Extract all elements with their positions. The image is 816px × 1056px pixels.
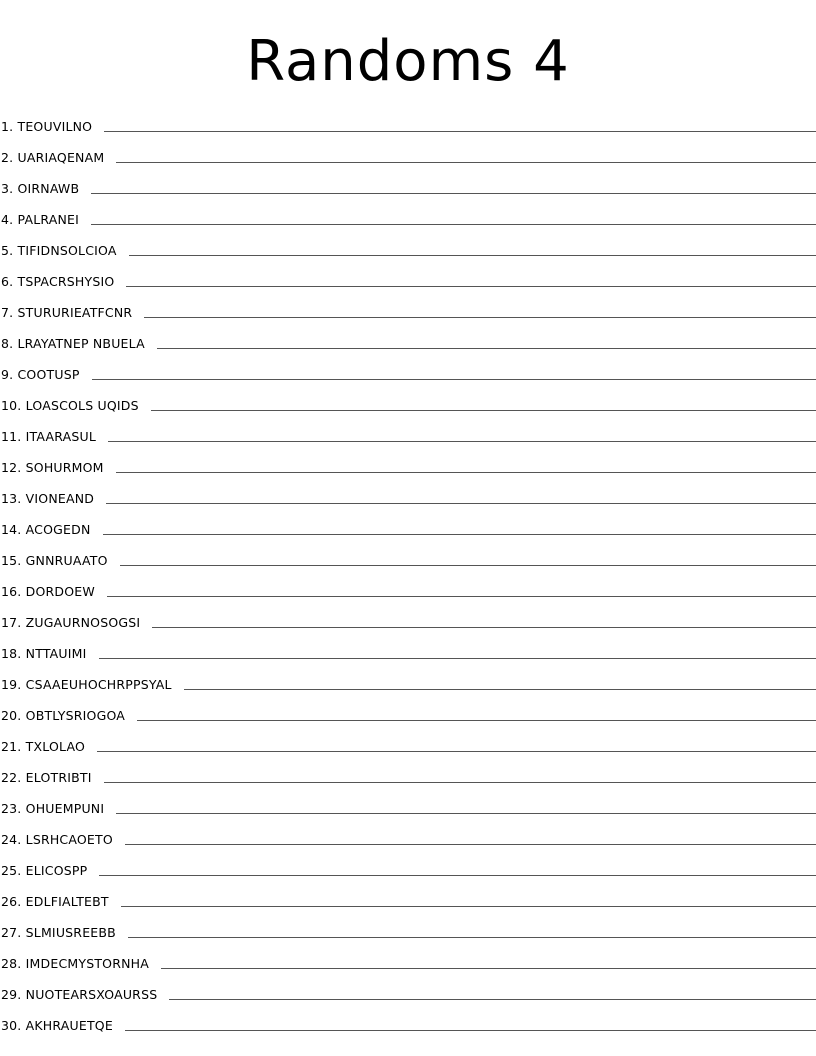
answer-line [92, 379, 816, 380]
scrambled-word: 11. ITAARASUL [1, 429, 97, 444]
answer-line [108, 441, 816, 442]
answer-line [157, 348, 816, 349]
scrambled-word: 22. ELOTRIBTI [1, 770, 92, 785]
scrambled-word: 12. SOHURMOM [1, 460, 104, 475]
list-item [0, 974, 816, 1005]
list-item [0, 819, 816, 850]
scrambled-word: 14. ACOGEDN [1, 522, 91, 537]
scrambled-word-list [0, 106, 816, 1036]
answer-line [106, 503, 816, 504]
list-item [0, 292, 816, 323]
list-item [0, 385, 816, 416]
list-item [0, 726, 816, 757]
list-item [0, 602, 816, 633]
scrambled-word: 13. VIONEAND [1, 491, 95, 506]
list-item [0, 571, 816, 602]
answer-line [128, 937, 816, 938]
answer-line [152, 627, 816, 628]
answer-line [103, 534, 816, 535]
list-item [0, 664, 816, 695]
scrambled-word: 5. TIFIDNSOLCIOA [1, 243, 117, 258]
scrambled-word: 21. TXLOLAO [1, 739, 86, 754]
answer-line [169, 999, 816, 1000]
list-item [0, 788, 816, 819]
list-item [0, 695, 816, 726]
list-item [0, 230, 816, 261]
scrambled-word: 23. OHUEMPUNI [1, 801, 105, 816]
list-item [0, 199, 816, 230]
answer-line [97, 751, 816, 752]
scrambled-word: 15. GNNRUAATO [1, 553, 108, 568]
list-item [0, 757, 816, 788]
answer-line [107, 596, 816, 597]
scrambled-word: 26. EDLFIALTEBT [1, 894, 109, 909]
scrambled-word: 19. CSAAEUHOCHRPPSYAL [1, 677, 172, 692]
answer-line [91, 193, 816, 194]
scrambled-word: 18. NTTAUIMI [1, 646, 87, 661]
answer-line [144, 317, 816, 318]
scrambled-word: 3. OIRNAWB [1, 181, 80, 196]
list-item [0, 912, 816, 943]
scrambled-word: 4. PALRANEI [1, 212, 80, 227]
list-item [0, 540, 816, 571]
answer-line [104, 782, 816, 783]
answer-line [125, 844, 816, 845]
list-item [0, 354, 816, 385]
page-title: Randoms 4 [246, 29, 570, 94]
scrambled-word: 24. LSRHCAOETO [1, 832, 113, 847]
scrambled-word: 16. DORDOEW [1, 584, 95, 599]
list-item [0, 850, 816, 881]
scrambled-word: 25. ELICOSPP [1, 863, 88, 878]
answer-line [116, 813, 816, 814]
scrambled-word: 7. STURURIEATFCNR [1, 305, 133, 320]
list-item [0, 106, 816, 137]
scrambled-word: 28. IMDECMYSTORNHA [1, 956, 149, 971]
list-item [0, 881, 816, 912]
answer-line [104, 131, 816, 132]
answer-line [125, 1030, 816, 1031]
list-item [0, 323, 816, 354]
answer-line [137, 720, 816, 721]
list-item [0, 137, 816, 168]
scrambled-word: 9. COOTUSP [1, 367, 80, 382]
answer-line [161, 968, 816, 969]
scrambled-word: 30. AKHRAUETQE [1, 1018, 113, 1033]
scrambled-word: 17. ZUGAURNOSOGSI [1, 615, 141, 630]
answer-line [126, 286, 816, 287]
list-item [0, 168, 816, 199]
answer-line [116, 162, 816, 163]
answer-line [99, 875, 816, 876]
scrambled-word: 10. LOASCOLS UQIDS [1, 398, 139, 413]
scrambled-word: 29. NUOTEARSXOAURSS [1, 987, 158, 1002]
list-item [0, 478, 816, 509]
list-item [0, 416, 816, 447]
answer-line [184, 689, 816, 690]
scrambled-word: 1. TEOUVILNO [1, 119, 93, 134]
answer-line [99, 658, 816, 659]
list-item [0, 943, 816, 974]
scrambled-word: 8. LRAYATNEP NBUELA [1, 336, 145, 351]
list-item [0, 447, 816, 478]
list-item [0, 633, 816, 664]
answer-line [151, 410, 816, 411]
list-item [0, 1005, 816, 1036]
answer-line [121, 906, 816, 907]
answer-line [120, 565, 816, 566]
scrambled-word: 6. TSPACRSHYSIO [1, 274, 115, 289]
list-item [0, 261, 816, 292]
scrambled-word: 20. OBTLYSRIOGOA [1, 708, 126, 723]
scrambled-word: 27. SLMIUSREEBB [1, 925, 116, 940]
list-item [0, 509, 816, 540]
scrambled-word: 2. UARIAQENAM [1, 150, 105, 165]
answer-line [116, 472, 816, 473]
answer-line [129, 255, 816, 256]
answer-line [91, 224, 816, 225]
